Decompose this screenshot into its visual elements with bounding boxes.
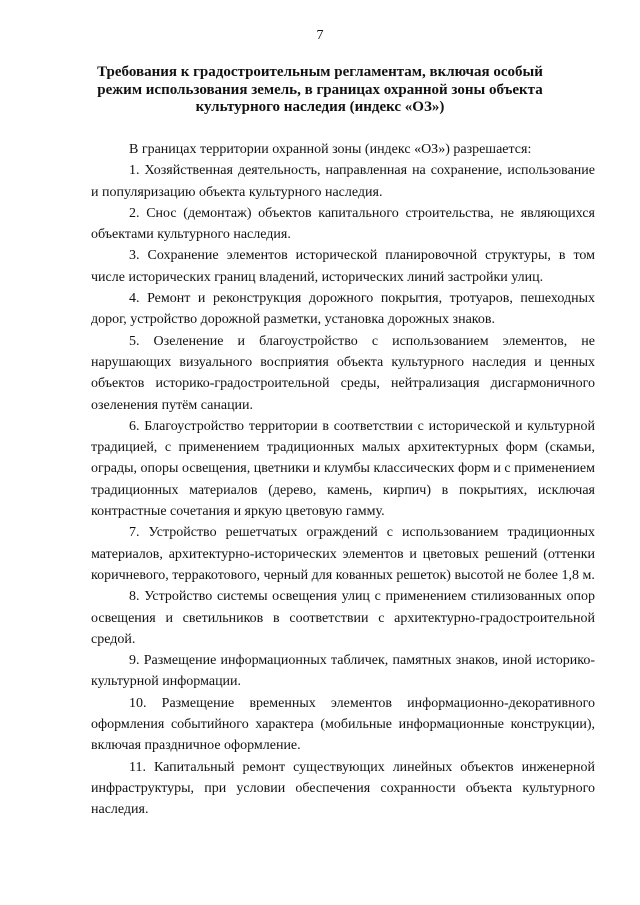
list-item: 11. Капитальный ремонт существующих линейных объектов инженерной инфраструктуры, при условии обеспечения сохранности объекта культурного наследия. bbox=[91, 759, 595, 818]
document-body bbox=[91, 139, 595, 821]
intro-paragraph: В границах территории охранной зоны (индекс «ОЗ») разрешается: bbox=[129, 142, 532, 157]
list-item: 8. Устройство системы освещения улиц с применением стилизованных опор освещения и светильников в соответствии с архитектурно-градостроительной средой. bbox=[91, 589, 595, 647]
list-item: 10. Размещение временных элементов информационно-декоративного оформления событийного характера (мобильные информационные конструкции), включая праздничное оформление. bbox=[91, 695, 595, 754]
list-item: 1. Хозяйственная деятельность, направленная на сохранение, использование и популяризацию объекта культурного наследия. bbox=[91, 163, 595, 200]
list-item: 6. Благоустройство территории в соответствии с исторической и культурной традицией, с применением традиционных малых архитектурных форм (скамьи, ограды, опоры освещения, цветники и клумбы классических форм и с применением традиционных материалов (дерево, камень, кирпич) в покрытиях, исключая контрастные сочетания и яркую цветовую гамму. bbox=[91, 418, 595, 520]
page-number: 7 bbox=[316, 28, 324, 43]
list-item: 4. Ремонт и реконструкция дорожного покрытия, тротуаров, пешеходных дорог, устройство дорожной разметки, установка дорожных знаков. bbox=[91, 291, 595, 328]
list-item: 5. Озеленение и благоустройство с использованием элементов, не нарушающих визуального восприятия объекта культурного наследия и ценных объектов историко-градостроительной среды, нейтрализация дисгармоничного озеленения путём санации. bbox=[91, 333, 595, 413]
list-item: 7. Устройство решетчатых ограждений с использованием традиционных материалов, архитектурно-исторических элементов и цветовых решений (оттенки коричневого, терракотового, черный для кованных решеток) высотой не более 1,8 м. bbox=[91, 525, 595, 583]
list-item: 9. Размещение информационных табличек, памятных знаков, иной историко-культурной информации. bbox=[91, 653, 595, 690]
document-title: Требования к градостроительным регламентам, включая особый режим использования земель, в границах охранной зоны объекта культурного наследия (индекс «ОЗ») bbox=[97, 64, 543, 115]
list-item: 3. Сохранение элементов исторической планировочной структуры, в том числе исторических границ владений, исторических линий застройки улиц. bbox=[91, 248, 595, 285]
list-item: 2. Снос (демонтаж) объектов капитального строительства, не являющихся объектами культурного наследия. bbox=[91, 205, 595, 243]
